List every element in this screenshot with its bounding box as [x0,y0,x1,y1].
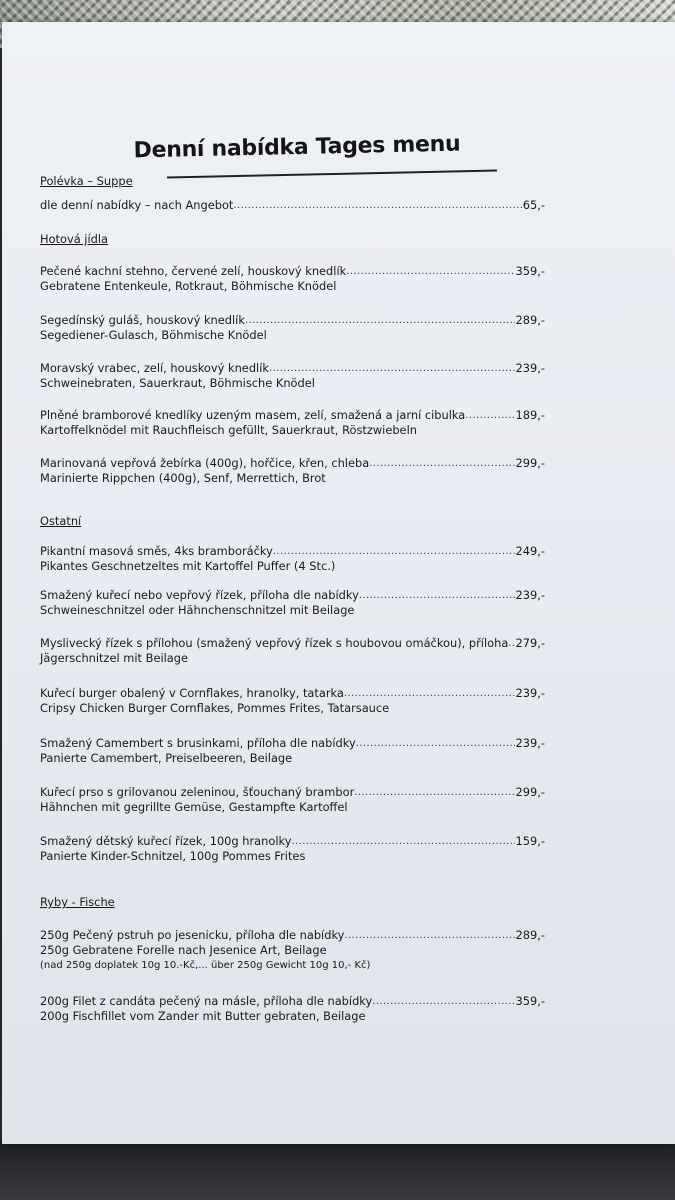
menu-item [40,313,545,343]
item-name-cz: Kuřecí burger obalený v Cornflakes, hranolky, tatarka [40,686,344,700]
soup-heading-separator: – [83,174,97,188]
item-name-de: Hähnchen mit gegrillte Gemüse, Gestampfte Kartoffel [40,800,348,814]
menu-item [40,408,545,438]
leader-dots [233,198,521,213]
item-name-de: Panierte Camembert, Preiselbeeren, Beilage [40,751,293,765]
item-name-cz: 250g Pečený pstruh po jesenicku, příloha dle nabídky [40,928,345,942]
menu-item [40,785,545,815]
title-underline [167,170,497,178]
leader-dots [344,686,515,701]
menu-item [40,361,545,391]
soup-heading-de: Suppe [96,174,133,188]
item-name-de: Schweineschnitzel oder Hähnchenschnitzel mit Beilage [40,603,355,617]
item-price: 289,- [515,928,545,942]
item-name-de: Gebratene Entenkeule, Rotkraut, Böhmische Knödel [40,279,337,293]
item-name-de: Marinierte Rippchen (400g), Senf, Merrettich, Brot [40,471,326,485]
menu-item [40,686,545,716]
item-name-cz: Pečené kachní stehno, červené zelí, houskový knedlík [40,264,347,278]
item-price: 359,- [515,264,545,278]
leader-dots [354,785,514,800]
menu-item [40,928,545,973]
item-name: dle denní nabídky – nach Angebot [40,198,234,212]
item-price: 239,- [515,736,545,750]
item-price: 159,- [515,834,545,848]
leader-dots [273,544,515,559]
leader-dots [245,313,515,328]
desk-background [0,1140,675,1200]
section-heading-ready-meals: Hotová jídla [40,232,109,246]
item-price: 239,- [515,361,545,375]
menu-item [40,588,545,618]
item-name-de: Pikantes Geschnetzeltes mit Kartoffel Puffer (4 Stc.) [40,559,336,573]
item-price: 239,- [515,588,545,602]
item-price: 189,- [515,408,545,422]
item-name-de: Kartoffelknödel mit Rauchfleisch gefüllt, Sauerkraut, Röstzwiebeln [40,423,417,437]
item-price: 249,- [515,544,545,558]
item-name-de: 200g Fischfillet vom Zander mit Butter gebraten, Beilage [40,1009,366,1023]
item-name-cz: Smažený Camembert s brusinkami, příloha dle nabídky [40,736,356,750]
menu-sheet [2,22,675,1144]
item-name-cz: 200g Filet z candáta pečený na másle, příloha dle nabídky [40,994,373,1008]
section-heading-soup [40,174,133,189]
menu-title: Denní nabídka Tages menu [133,131,461,164]
menu-item [40,834,545,864]
leader-dots [344,928,514,943]
leader-dots [369,456,514,471]
leader-dots [465,408,514,423]
item-name-cz: Kuřecí prso s grilovanou zeleninou, šťouchaný brambor [40,785,355,799]
soup-heading-cz: Polévka [40,174,84,188]
menu-item [40,264,545,294]
item-price: 289,- [515,313,545,327]
item-name-cz: Myslivecký řízek s přílohou (smažený vepřový řízek s houbovou omáčkou), příloha [40,636,509,650]
item-name-de: Cripsy Chicken Burger Cornflakes, Pommes Frites, Tatarsauce [40,701,390,715]
item-name-cz: Plněné bramborové knedlíky uzeným masem, zelí, smažená a jarní cibulka [40,408,466,422]
item-price: 359,- [515,994,545,1008]
item-note: (nad 250g doplatek 10g 10.-Kč,... über 250g Gewicht 10g 10,- Kč) [40,960,371,971]
item-name-cz: Smažený dětský kuřecí řízek, 100g hranolky [40,834,292,848]
leader-dots [359,588,515,603]
menu-item-soup [40,198,545,213]
item-name-de: Jägerschnitzel mit Beilage [40,651,189,665]
item-name-cz: Moravský vrabec, zelí, houskový knedlík [40,361,269,375]
item-price: 299,- [515,785,545,799]
menu-item [40,456,545,486]
item-name-de: Segediener-Gulasch, Böhmische Knödel [40,328,267,342]
item-name-de: Schweinebraten, Sauerkraut, Böhmische Knödel [40,376,315,390]
item-name-de: Panierte Kinder-Schnitzel, 100g Pommes Frites [40,849,306,863]
item-name-cz: Segedínský guláš, houskový knedlík [40,313,245,327]
item-price: 279,- [515,636,545,650]
menu-item [40,636,545,666]
item-price: 239,- [515,686,545,700]
item-name-de: 250g Gebratene Forelle nach Jesenice Art, Beilage [40,943,327,957]
item-name-cz: Marinovaná vepřová žebírka (400g), hořčice, křen, chleba [40,456,370,470]
section-heading-fish: Ryby - Fische [40,895,115,909]
leader-dots [269,361,515,376]
leader-dots [356,736,515,751]
item-price: 299,- [515,456,545,470]
menu-item [40,994,545,1024]
leader-dots [291,834,514,849]
item-name-cz: Smažený kuřecí nebo vepřový řízek, příloha dle nabídky [40,588,359,602]
leader-dots [372,994,514,1009]
section-heading-other: Ostatní [40,514,82,528]
menu-item [40,544,545,574]
leader-dots [346,264,514,279]
item-price: 65,- [522,198,545,212]
item-name-cz: Pikantní masová směs, 4ks bramboráčky [40,544,273,558]
menu-item [40,736,545,766]
